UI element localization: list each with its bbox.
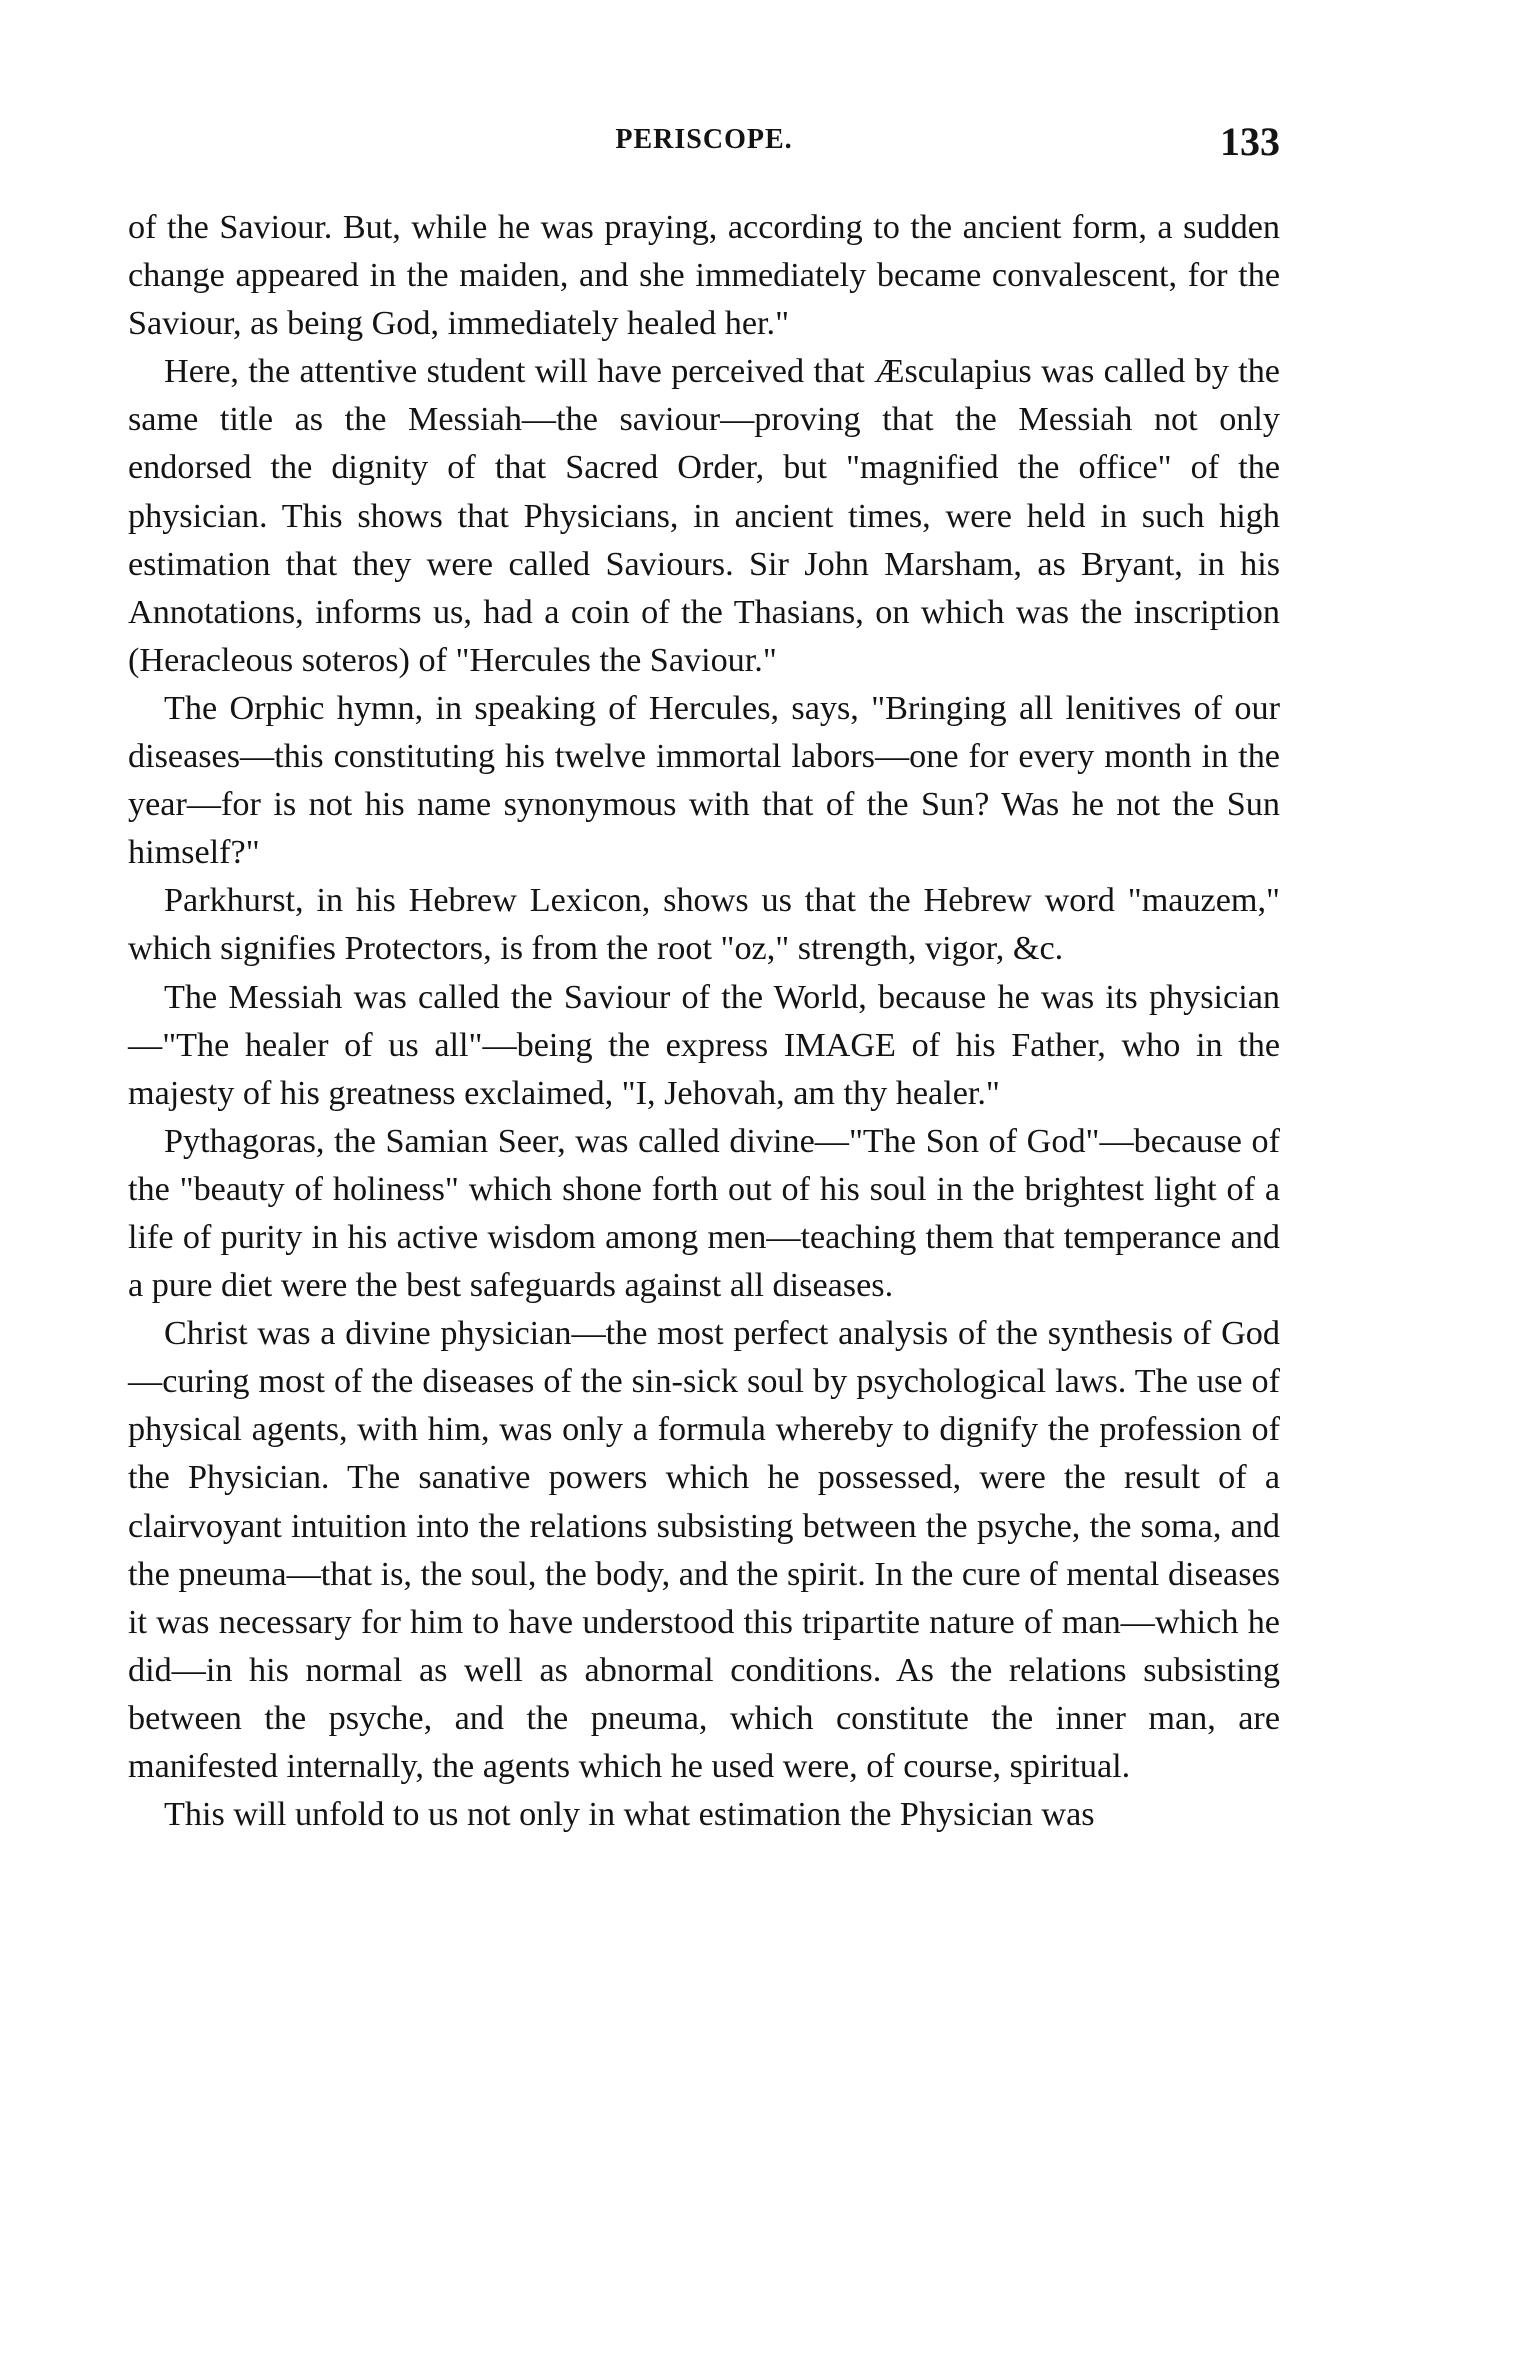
page-number: 133 xyxy=(1220,119,1280,164)
book-page xyxy=(128,118,1280,2318)
running-title: PERISCOPE. xyxy=(615,124,793,155)
paragraph-estimation: This will unfold to us not only in what estimation the Physician was xyxy=(164,1796,1095,1834)
paragraph-aesculapius: Here, the attentive student will have perceived that Æsculapius was called by the same title as the Messiah—the saviour—proving that the Messiah not only endorsed the dignity of that Sacred Order, but "magnified the office" of the physician. This shows that Physicians, in ancient times, were held in such high estimation that they were called Saviours. Sir John Marsham, as Bryant, in his Annotations, informs us, had a coin of the Thasians, on which was the inscription (Heracleous soteros) of "Hercules the Saviour." xyxy=(128,353,1280,679)
paragraph-parkhurst: Parkhurst, in his Hebrew Lexicon, shows us that the Hebrew word "mauzem," which signifies Protectors, is from the root "oz," strength, vigor, &c. xyxy=(128,882,1280,968)
body-text xyxy=(128,204,1280,1839)
running-head xyxy=(128,118,1280,178)
paragraph-saviour-healing: of the Saviour. But, while he was praying, according to the ancient form, a sudden change appeared in the maiden, and she immediately became convalescent, for the Saviour, as being God, immediately healed her." xyxy=(128,209,1280,343)
paragraph-pythagoras: Pythagoras, the Samian Seer, was called divine—"The Son of God"—because of the "beauty of holiness" which shone forth out of his soul in the brightest light of a life of purity in his active wisdom among men—teaching them that temperance and a pure diet were the best safeguards against all diseases. xyxy=(128,1122,1280,1305)
paragraph-orphic-hymn: The Orphic hymn, in speaking of Hercules, says, "Bringing all lenitives of our diseases—this constituting his twelve immortal labors—one for every month in the year—for is not his name synonymous with that of the Sun? Was he not the Sun himself?" xyxy=(128,689,1280,872)
paragraph-christ-physician: Christ was a divine physician—the most perfect analysis of the synthesis of God—curing most of the diseases of the sin-sick soul by psychological laws. The use of physical agents, with him, was only a formula whereby to dignify the profession of the Physician. The sanative powers which he possessed, were the result of a clairvoyant intuition into the relations subsisting between the psyche, the soma, and the pneuma—that is, the soul, the body, and the spirit. In the cure of mental diseases it was necessary for him to have understood this tripartite nature of man—which he did—in his normal as well as abnormal conditions. As the relations subsisting between the psyche, and the pneuma, which constitute the inner man, are manifested internally, the agents which he used were, of course, spiritual. xyxy=(128,1315,1280,1785)
paragraph-messiah-physician: The Messiah was called the Saviour of the World, because he was its physician—"The healer of us all"—being the express IMAGE of his Father, who in the majesty of his greatness exclaimed, "I, Jehovah, am thy healer." xyxy=(128,978,1280,1112)
